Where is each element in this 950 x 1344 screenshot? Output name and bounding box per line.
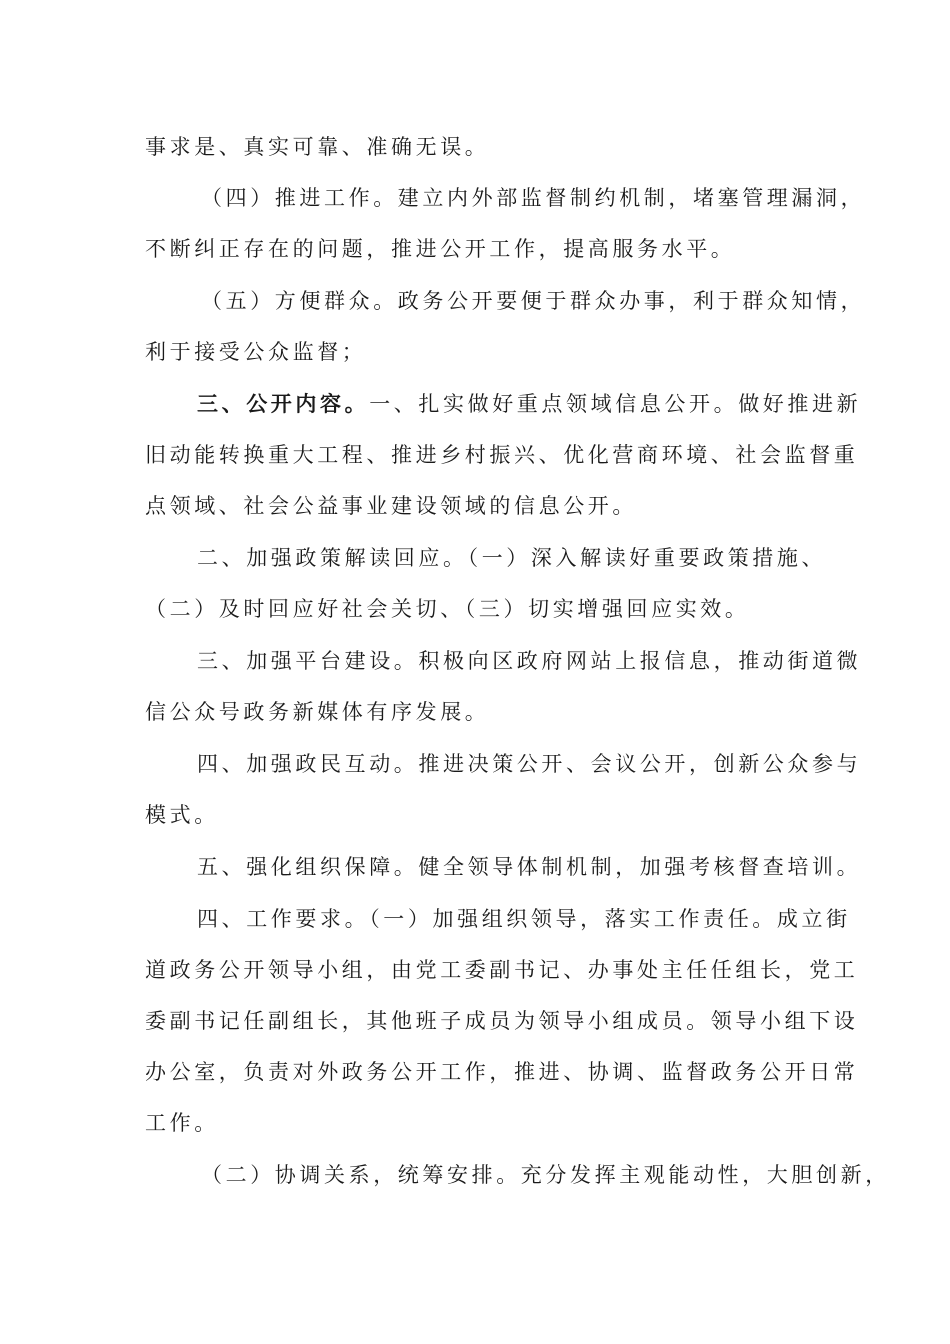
text-line: 四、加强政民互动。推进决策公开、会议公开，创新公众参与 — [197, 752, 862, 776]
text-line: 利于接受公众监督； — [145, 340, 367, 364]
paragraph-public-interaction — [145, 751, 862, 828]
paragraph-organization-guarantee — [145, 854, 862, 880]
text-line: 模式。 — [145, 803, 219, 827]
text-line: 道政务公开领导小组，由党工委副书记、办事处主任任组长，党工 — [145, 958, 859, 982]
text-line: 旧动能转换重大工程、推进乡村振兴、优化营商环境、社会监督重 — [145, 443, 859, 467]
paragraph-continuation — [145, 134, 815, 160]
text-line: 工作。 — [145, 1111, 219, 1135]
paragraph-work-requirements — [145, 906, 859, 1136]
text-line: （二）及时回应好社会关切、（三）切实增强回应实效。 — [145, 597, 750, 621]
paragraph-platform-building — [145, 648, 862, 725]
paragraph-convenience — [145, 288, 866, 365]
paragraph-coordination — [145, 1162, 890, 1188]
text-line: 五、强化组织保障。健全领导体制机制，加强考核督查培训。 — [197, 855, 862, 879]
text-line: 委副书记任副组长，其他班子成员为领导小组成员。领导小组下设 — [145, 1009, 859, 1033]
text-line: （四）推进工作。建立内外部监督制约机制，堵塞管理漏洞， — [201, 186, 866, 210]
paragraph-policy-interpretation — [145, 545, 827, 622]
text-line: 四、工作要求。（一）加强组织领导，落实工作责任。成立街 — [197, 907, 851, 931]
paragraph-disclosure-content — [145, 391, 862, 519]
text-line: 三、加强平台建设。积极向区政府网站上报信息，推动街道微 — [197, 649, 862, 673]
text-line: 点领域、社会公益事业建设领域的信息公开。 — [145, 494, 637, 518]
text-line: 不断纠正存在的问题，推进公开工作，提高服务水平。 — [145, 237, 736, 261]
text-line: 事求是、真实可靠、准确无误。 — [145, 135, 490, 159]
text-line: （二）协调关系，统筹安排。充分发挥主观能动性，大胆创新， — [201, 1163, 890, 1187]
text-line — [145, 391, 862, 417]
text-segment: 一、扎实做好重点领域信息公开。做好推进新 — [369, 392, 862, 416]
text-line: 二、加强政策解读回应。（一）深入解读好重要政策措施、 — [197, 546, 827, 570]
text-line: 信公众号政务新媒体有序发展。 — [145, 700, 490, 724]
paragraph-promote-work — [145, 185, 866, 262]
text-line: 办公室，负责对外政务公开工作，推进、协调、监督政务公开日常 — [145, 1060, 859, 1084]
document-body — [145, 134, 890, 1188]
section-heading: 三、公开内容。 — [197, 391, 370, 416]
text-line: （五）方便群众。政务公开要便于群众办事，利于群众知情， — [201, 289, 866, 313]
